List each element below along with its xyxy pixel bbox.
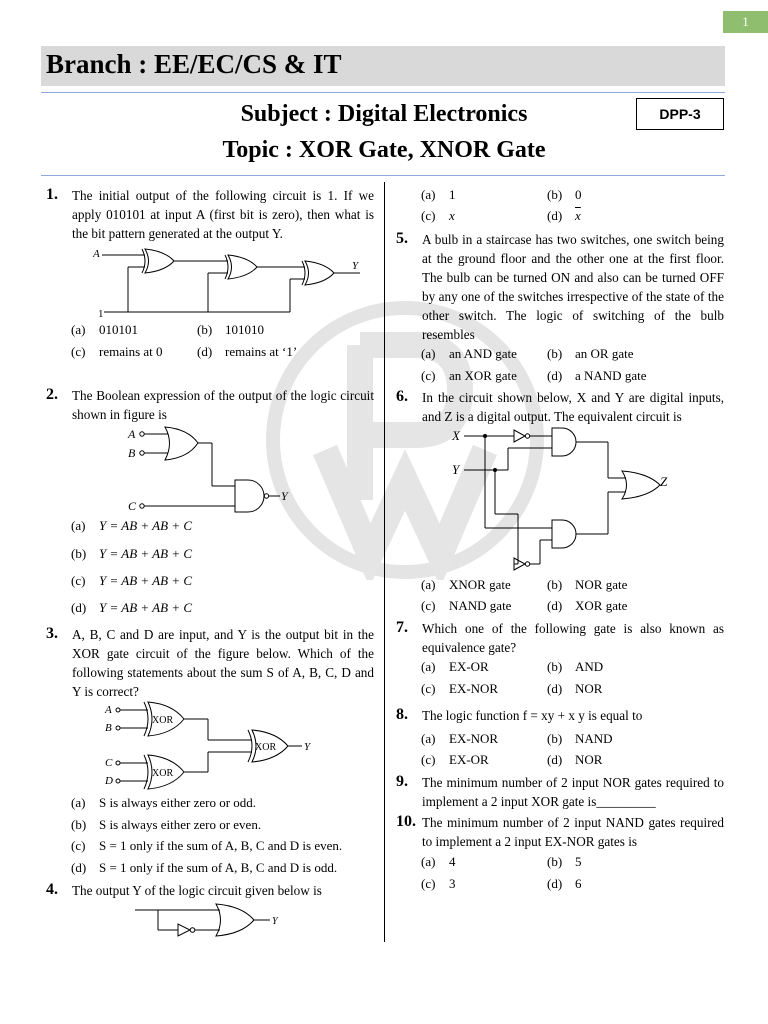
q4-option-a[interactable]: (a) 1 [421,187,456,202]
branch-title: Branch : EE/EC/CS & IT [46,49,342,79]
subject-title: Subject : Digital Electronics [240,101,528,127]
q8-option-a[interactable]: (a) EX-NOR [421,731,499,746]
q1-input-1-label: 1 [98,308,104,320]
question-number: 3. [46,625,58,642]
q5-option-c[interactable]: (c) an XOR gate [421,368,517,383]
question-text: In the circuit shown below, X and Y are digital inputs, and Z is a digital output. The equivalent circuit is [422,390,724,424]
q1-option-c[interactable]: (c) remains at 0 [71,344,163,359]
q10-option-a[interactable]: (a) 4 [421,854,456,869]
question-number: 10. [396,813,416,830]
question-number: 7. [396,619,408,636]
q4-output-label: Y [272,916,278,927]
q2-input-b-label: B [128,446,136,460]
question-text: The minimum number of 2 input NAND gates required to implement a 2 input EX-NOR gates is [422,815,724,849]
column-divider [384,182,385,942]
question-text: The initial output of the following circuit is 1. If we apply 010101 at input A (first bit is zero), then what is the bit pattern generated at the output Y. [72,188,374,241]
question-number: 8. [396,706,408,723]
q2-circuit-diagram [120,424,310,516]
q1-output-label: Y [352,260,359,272]
q2-option-d[interactable]: (d) Y = AB + AB + C [71,600,193,615]
q3-input-b-label: B [105,722,112,734]
question-text: The logic function f = xy + x y is equal to [422,708,643,723]
q7-option-d[interactable]: (d) NOR [547,681,603,696]
q1-option-b[interactable]: (b) 101010 [197,322,264,337]
q3-gate3-label: XOR [255,742,277,753]
q3-input-d-label: D [105,775,113,787]
q6-option-c[interactable]: (c) NAND gate [421,598,512,613]
question-number: 1. [46,186,58,203]
q3-gate2-label: XOR [152,768,174,779]
question-text: Which one of the following gate is also known as equivalence gate? [422,621,724,655]
question-number: 4. [46,881,58,898]
q6-option-a[interactable]: (a) XNOR gate [421,577,511,592]
header-rule [41,92,725,93]
question-number: 5. [396,230,408,247]
q3-gate1-label: XOR [152,715,174,726]
q7-option-a[interactable]: (a) EX-OR [421,659,489,674]
q2-option-c[interactable]: (c) Y = AB + AB + C [71,573,193,588]
q3-circuit-diagram [100,700,330,792]
q3-option-a[interactable]: (a) S is always either zero or odd. [71,795,257,810]
q3-output-label: Y [304,741,311,753]
page-number: 1 [723,11,768,33]
q7-option-b[interactable]: (b) AND [547,659,604,674]
question-text: The output Y of the logic circuit given below is [72,883,322,898]
q8-option-c[interactable]: (c) EX-OR [421,752,489,767]
q6-option-b[interactable]: (b) NOR gate [547,577,628,592]
q3-option-c[interactable]: (c) S = 1 only if the sum of A, B, C and D is even. [71,838,343,853]
q4-option-d[interactable]: (d) $\overline{x}$ [547,208,581,223]
question-text: The minimum number of 2 input NOR gates required to implement a 2 input XOR gate is_________ [422,775,724,809]
q5-option-b[interactable]: (b) an OR gate [547,346,634,361]
q3-option-b[interactable]: (b) S is always either zero or even. [71,817,262,832]
q5-option-d[interactable]: (d) a NAND gate [547,368,647,383]
q8-option-b[interactable]: (b) NAND [547,731,613,746]
q2-option-b[interactable]: (b) Y = AB + AB + C [71,546,193,561]
q4-option-b[interactable]: (b) 0 [547,187,582,202]
question-text: The Boolean expression of the output of the logic circuit shown in figure is [72,388,374,422]
q6-circuit-diagram [448,424,688,574]
q4-option-c[interactable]: (c) x [421,208,455,223]
q3-option-d[interactable]: (d) S = 1 only if the sum of A, B, C and D is odd. [71,860,338,875]
topic-title: Topic : XOR Gate, XNOR Gate [222,137,546,163]
title-rule [41,175,725,176]
q10-option-d[interactable]: (d) 6 [547,876,582,891]
q1-option-d[interactable]: (d) remains at ‘1’ [197,344,298,359]
q10-option-c[interactable]: (c) 3 [421,876,456,891]
q3-input-a-label: A [105,704,112,716]
question-number: 9. [396,773,408,790]
question-number: 6. [396,388,408,405]
q2-input-a-label: A [128,427,136,441]
dpp-label: DPP-3 [636,98,724,130]
question-number: 2. [46,386,58,403]
q6-input-x-label: X [452,428,460,443]
q2-input-c-label: C [128,499,137,513]
q2-output-label: Y [281,489,288,503]
q10-option-b[interactable]: (b) 5 [547,854,582,869]
q2-option-a[interactable]: (a) Y = AB + AB + C [71,518,193,533]
q8-option-d[interactable]: (d) NOR [547,752,603,767]
q5-option-a[interactable]: (a) an AND gate [421,346,517,361]
q1-option-a[interactable]: (a) 010101 [71,322,138,337]
branch-header [41,46,725,86]
q7-option-c[interactable]: (c) EX-NOR [421,681,499,696]
question-text: A bulb in a staircase has two switches, one switch being at the ground floor and the other one at the first floor. The bulb can be turned ON and also can be turned OFF by any one of the switches irrespective of the state of the other switch. The logic of switching of the bulb resembles [422,232,724,342]
q6-input-y-label: Y [452,462,460,477]
q3-input-c-label: C [105,757,113,769]
q6-option-d[interactable]: (d) XOR gate [547,598,628,613]
q1-circuit-diagram [90,245,380,320]
q1-input-a-label: A [93,248,100,260]
q6-output-z-label: Z [660,474,668,489]
q4-circuit-diagram [130,900,290,940]
question-text: A, B, C and D are input, and Y is the output bit in the XOR gate circuit of the figure below. Which of the following statements about the sum S of A, B, C, D and Y is correct? [72,627,374,699]
